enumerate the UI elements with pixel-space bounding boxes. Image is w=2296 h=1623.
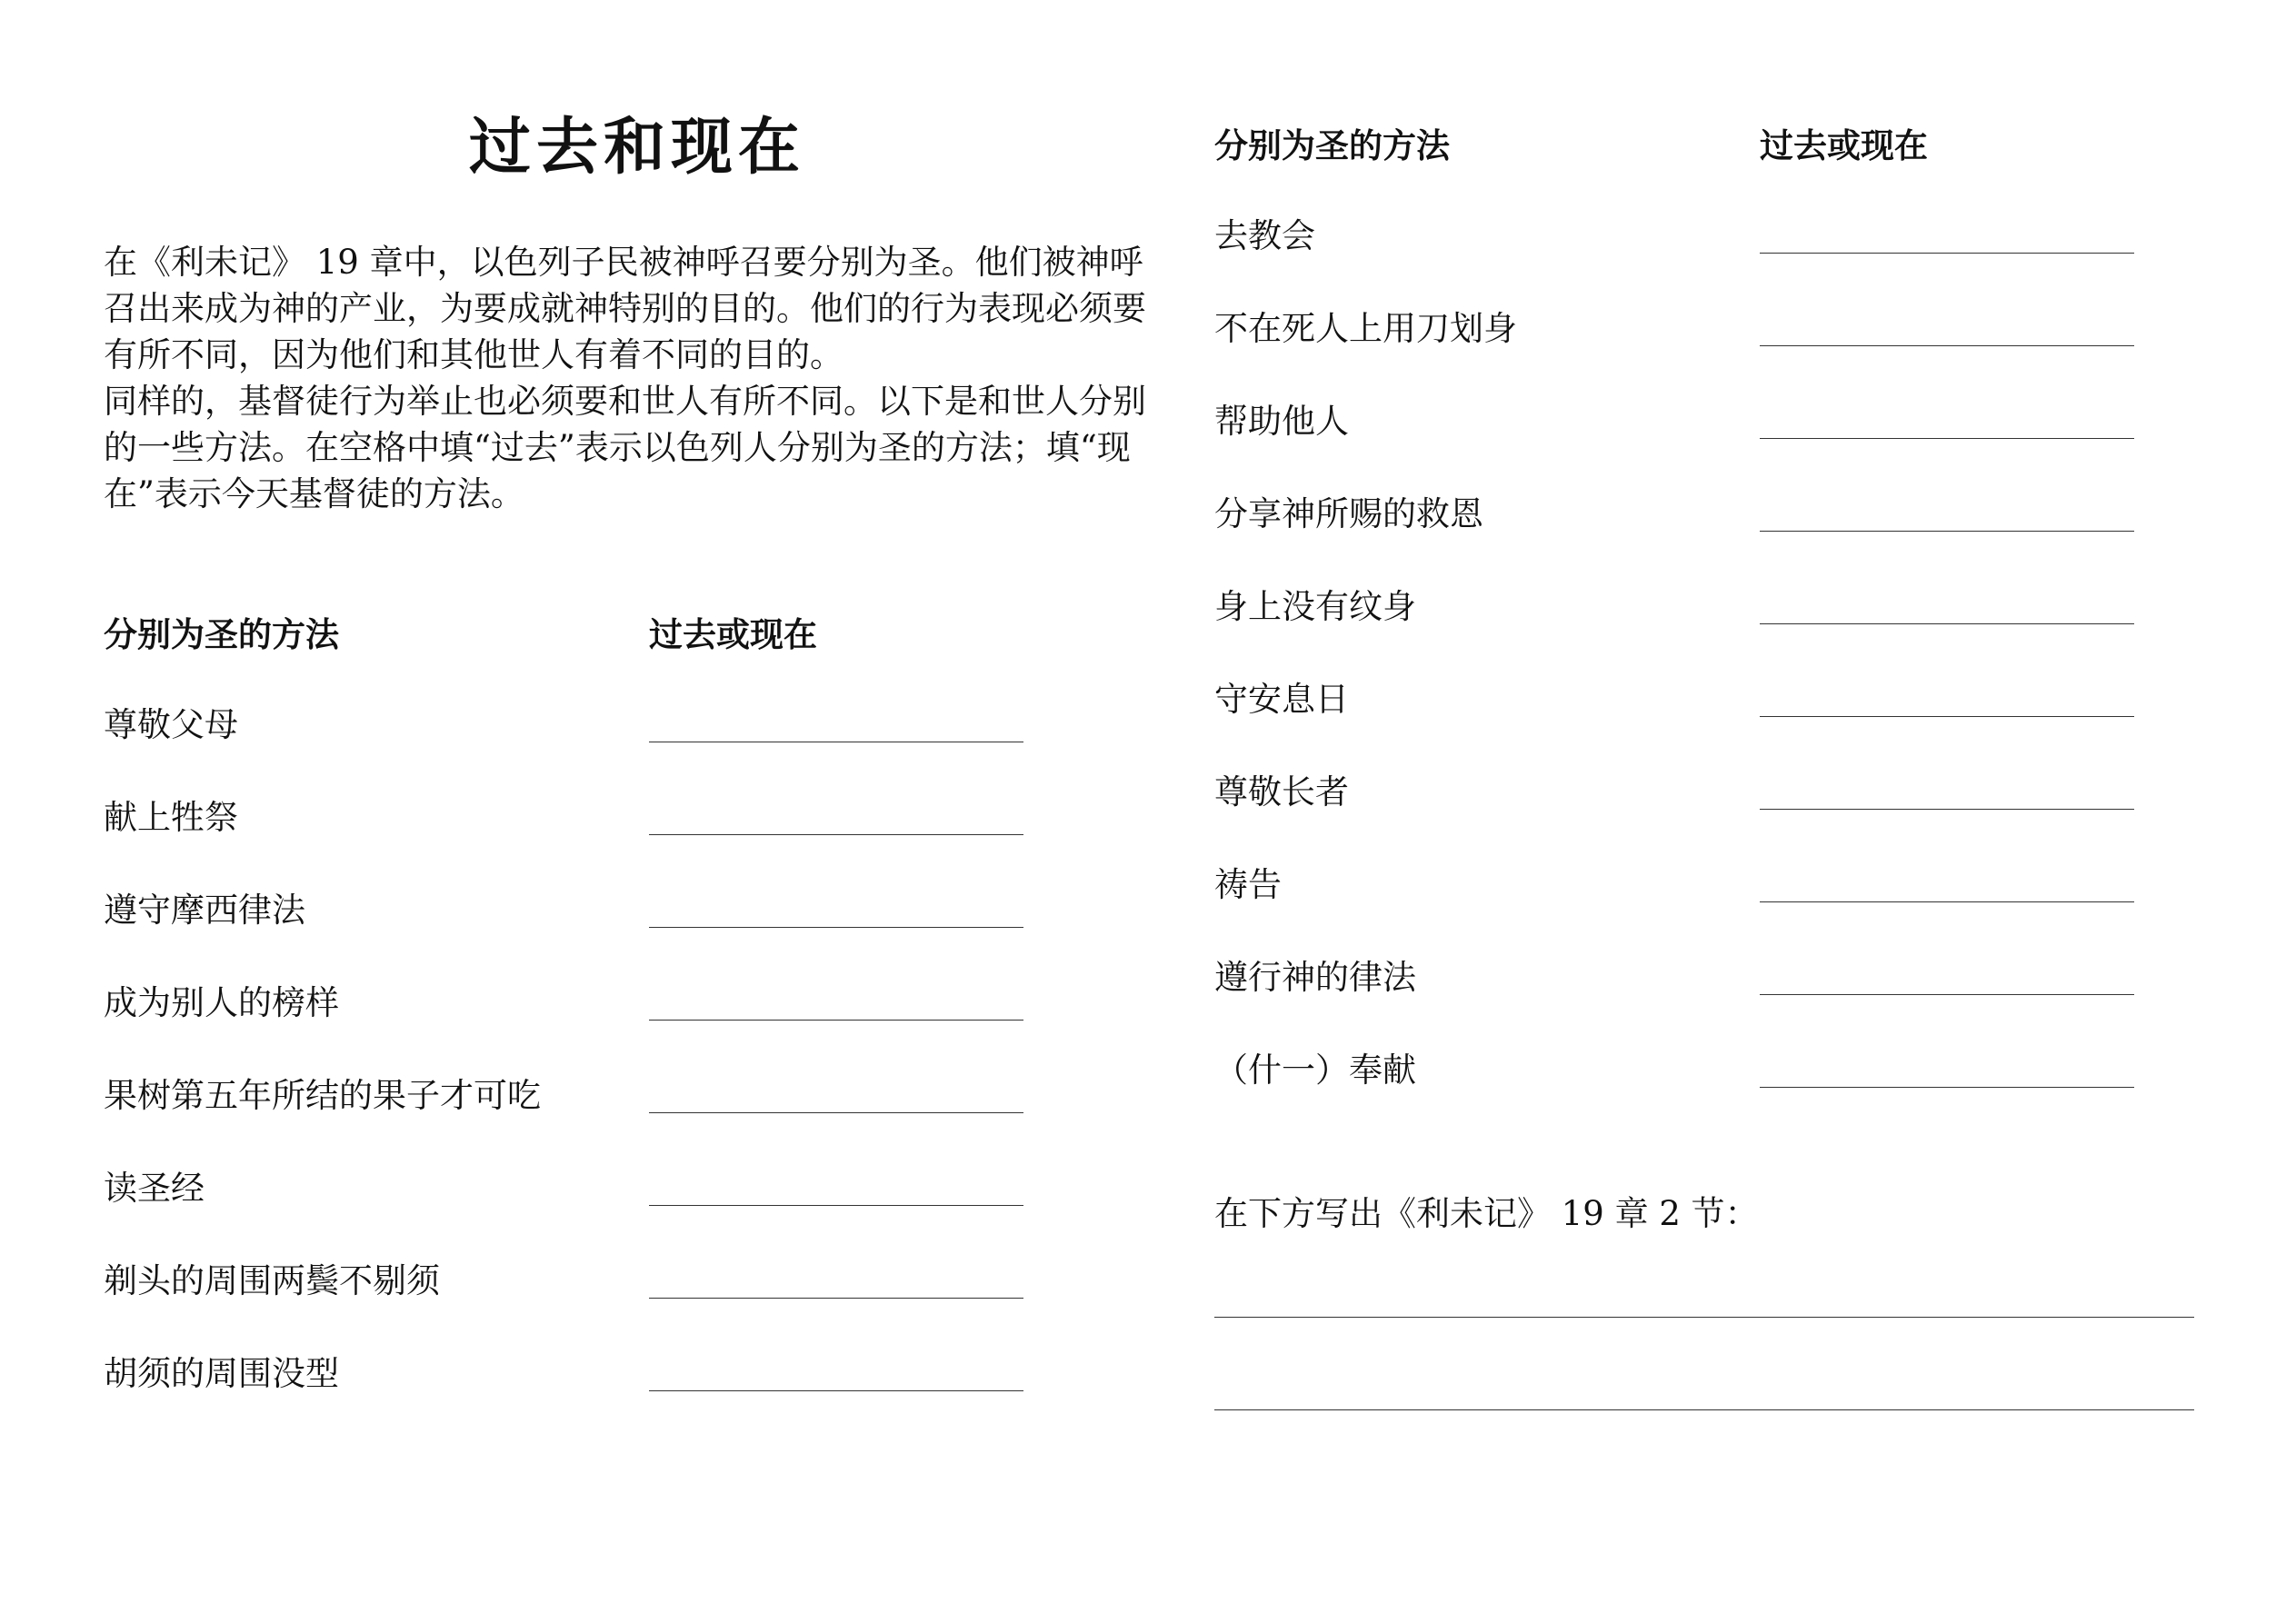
answer-blank[interactable]	[649, 1390, 1023, 1391]
answer-blank[interactable]	[649, 834, 1023, 835]
answer-blank[interactable]	[1760, 994, 2134, 995]
verse-write-line-1[interactable]	[1214, 1317, 2194, 1318]
verse-write-line-2[interactable]	[1214, 1409, 2194, 1410]
method-label: 献上牲祭	[104, 798, 238, 837]
method-label: 不在死人上用刀划身	[1214, 309, 1517, 348]
header-answer: 过去或现在	[1760, 125, 1928, 165]
answer-blank[interactable]	[649, 1298, 1023, 1299]
answer-blank[interactable]	[1760, 345, 2134, 346]
method-label: 胡须的周围没型	[104, 1354, 339, 1393]
answer-blank[interactable]	[1760, 716, 2134, 717]
page-title: 过去和现在	[469, 111, 806, 184]
answer-blank[interactable]	[1760, 253, 2134, 254]
header-method: 分别为圣的方法	[104, 614, 339, 654]
answer-blank[interactable]	[1760, 1087, 2134, 1088]
method-label: 尊敬父母	[104, 705, 238, 744]
answer-blank[interactable]	[649, 1020, 1023, 1021]
method-label: 遵行神的律法	[1214, 958, 1416, 997]
method-label: 守安息日	[1214, 680, 1349, 719]
intro-paragraph-1: 在《利未记》 19 章中，以色列子民被神呼召要分别为圣。他们被神呼召出来成为神的产业，为要成就神特别的目的。他们的行为表现必须要有所不同，因为他们和其他世人有着不同的目的。	[104, 243, 1146, 374]
method-label: 祷告	[1214, 865, 1282, 904]
intro-text	[104, 239, 1167, 517]
method-label: 剃头的周围两鬓不剔须	[104, 1261, 440, 1300]
method-label: 读圣经	[104, 1169, 205, 1208]
method-label: （什一）奉献	[1214, 1050, 1416, 1090]
header-method: 分别为圣的方法	[1214, 125, 1450, 165]
answer-blank[interactable]	[649, 1112, 1023, 1113]
answer-blank[interactable]	[649, 927, 1023, 928]
verse-prompt: 在下方写出《利未记》 19 章 2 节：	[1214, 1194, 1759, 1233]
method-label: 遵守摩西律法	[104, 891, 305, 930]
answer-blank[interactable]	[1760, 809, 2134, 810]
method-label: 去教会	[1214, 216, 1315, 255]
method-label: 尊敬长者	[1214, 772, 1349, 812]
intro-paragraph-2: 同样的，基督徒行为举止也必须要和世人有所不同。以下是和世人分别的一些方法。在空格中填“过去”表示以色列人分别为圣的方法；填“现在”表示今天基督徒的方法。	[104, 382, 1146, 513]
method-label: 帮助他人	[1214, 402, 1349, 441]
method-label: 身上没有纹身	[1214, 587, 1416, 626]
method-label: 果树第五年所结的果子才可吃	[104, 1076, 541, 1115]
answer-blank[interactable]	[1760, 438, 2134, 439]
answer-blank[interactable]	[649, 1205, 1023, 1206]
method-label: 分享神所赐的救恩	[1214, 494, 1483, 533]
answer-blank[interactable]	[1760, 531, 2134, 532]
header-answer: 过去或现在	[649, 614, 817, 654]
answer-blank[interactable]	[1760, 901, 2134, 902]
method-label: 成为别人的榜样	[104, 983, 339, 1022]
answer-blank[interactable]	[1760, 623, 2134, 624]
